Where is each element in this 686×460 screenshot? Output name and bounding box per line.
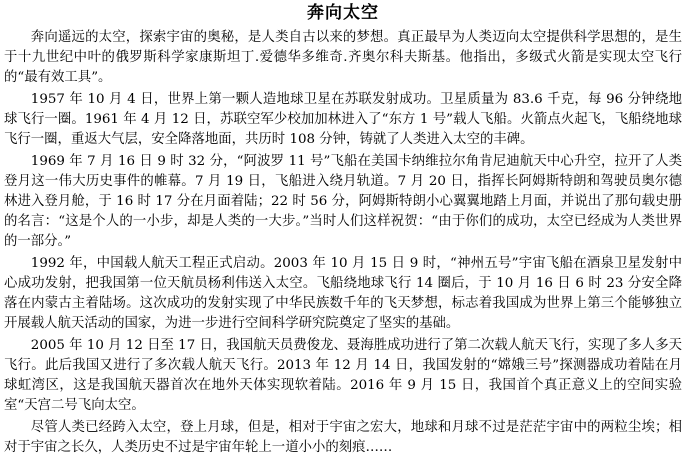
paragraph-2005: 2005 年 10 月 12 日至 17 日，我国航天员费俊龙、聂海胜成功进行了第二次载人航天飞行，实现了多人多天飞行。此后我国又进行了多次载人航天飞行。2013 年 12 月 14 日，我国发射的“嫦娥三号”探测器成功着陆在月球虹湾区，这是我国航天器首次在地外天体实现软着陆。2016 年 9 月 15 日，我国首个真正意义上的空间实验室“天宫二号飞向太空。 — [4, 338, 682, 413]
document-title: 奔向太空 — [307, 3, 379, 23]
paragraph-1992: 1992 年，中国载人航天工程正式启动。2003 年 10 月 15 日 9 时，“神州五号”宇宙飞船在酒泉卫星发射中心成功发射，把我国第一位天航员杨利伟送入太空。飞船绕地球飞行 14 圈后，于 10 月 16 日 6 时 23 分安全降落在内蒙古主着陆场。这次成功的发射实现了中华民族数千年的飞天梦想，标志着我国成为世界上第三个能够独立开展载人航天活动的国家，为进一步进行空间科学研究院奠定了坚实的基础。 — [4, 256, 682, 331]
paragraph-1957: 1957 年 10 月 4 日，世界上第一颗人造地球卫星在苏联发射成功。卫星质量为 83.6 千克，每 96 分钟绕地球飞行一圈。1961 年 4 月 12 日，苏联空军少校加加林进入了“东方 1 号”载人飞船。火箭点火起飞，飞船绕地球飞行一圈，重返大气层，安全降落地面，共历时 108 分钟，铸就了人类进入太空的丰碑。 — [4, 92, 682, 147]
paragraph-conclusion: 尽管人类已经跨入太空，登上月球，但是，相对于宇宙之宏大，地球和月球不过是茫茫宇宙中的两粒尘埃；相对于宇宙之长久，人类历史不过是宇宙年轮上一道小小的刻痕…… — [4, 420, 682, 455]
paragraph-1969: 1969 年 7 月 16 日 9 时 32 分，“阿波罗 11 号”飞船在美国卡纳维拉尔角肯尼迪航天中心升空，拉开了人类登月这一伟大历史事件的帷幕。7 月 19 日，飞船进入绕月轨道。7 月 20 日，指挥长阿姆斯特朗和驾驶员奥尔德林进入登月舱，于 16 时 17 分在月面着陆；22 时 56 分，阿姆斯特朗小心翼翼地踏上月面，并说出了那句载史册的名言：“这是个人的一小步，却是人类的一大步。”当时人们这样祝贺：“由于你们的成功，太空已经成为人类世界的一部分。” — [4, 154, 682, 249]
paragraph-intro: 奔向遥远的太空，探索宇宙的奥秘，是人类自古以来的梦想。真正最早为人类迈向太空提供科学思想的，是生于十九世纪中叶的俄罗斯科学家康斯坦丁.爱德华多维奇.齐奥尔科夫斯基。他指出，多级式火箭是实现太空飞行的“最有效工具”。 — [4, 30, 682, 85]
